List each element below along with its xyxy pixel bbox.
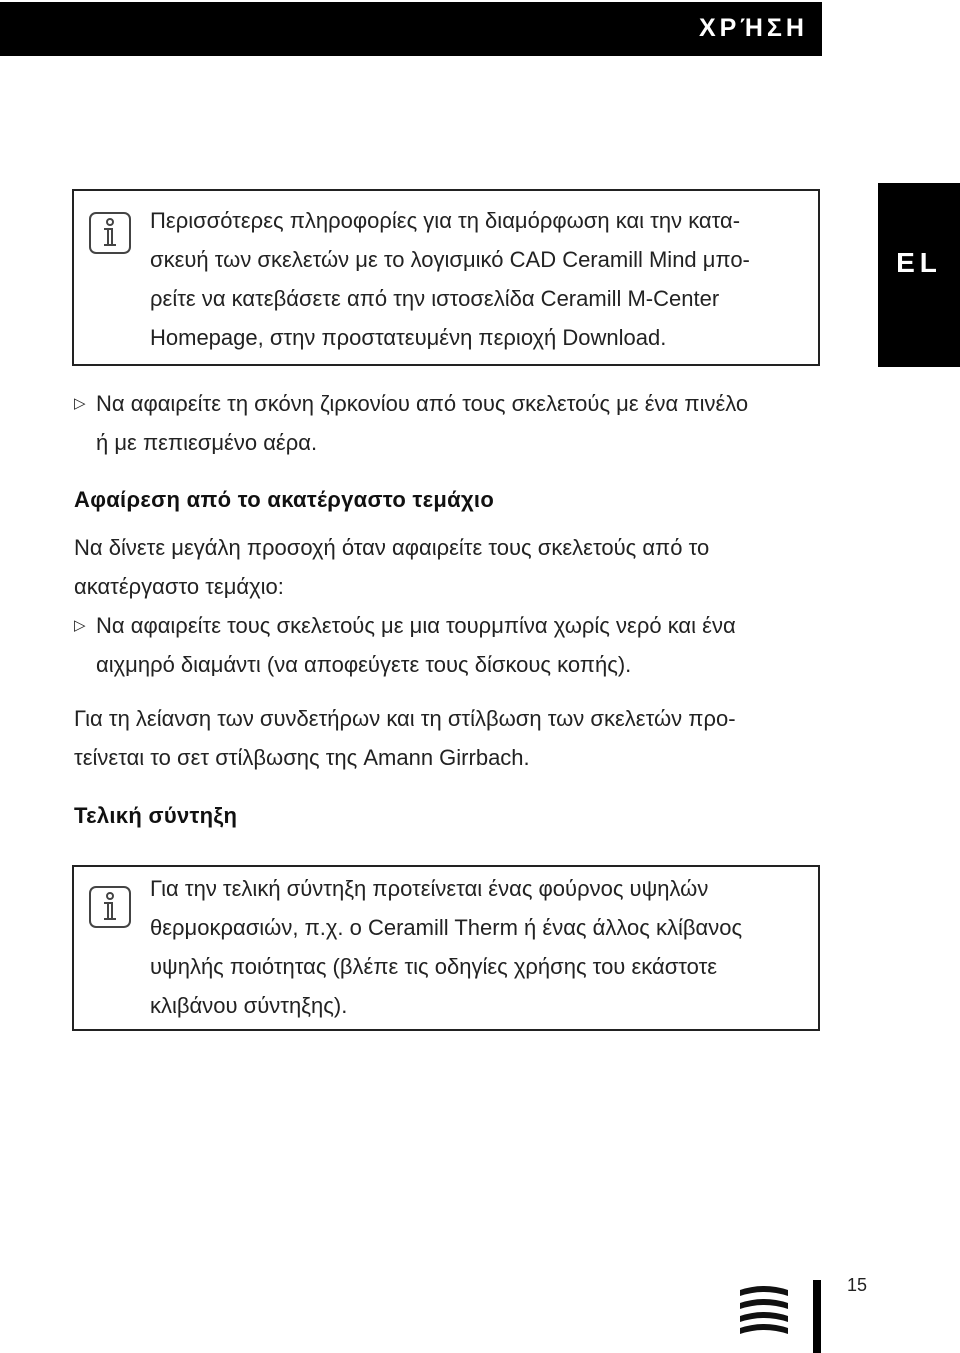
info-i-icon — [88, 211, 132, 255]
info-box-2-line: Για την τελική σύντηξη προτείνεται ένας φούρνος υψηλών — [150, 876, 709, 901]
language-tab — [878, 183, 960, 367]
section-1-paragraph — [74, 528, 820, 606]
info-box-1-line: ρείτε να κατεβάσετε από την ιστοσελίδα Ceramill M-Center — [150, 286, 720, 311]
info-box-2-line: θερμοκρασιών, π.χ. ο Ceramill Therm ή ένας άλλος κλίβανος — [150, 915, 743, 940]
paragraph-line: Να δίνετε μεγάλη προσοχή όταν αφαιρείτε τους σκελετούς από το — [74, 535, 710, 560]
triangle-bullet-icon: ▷ — [74, 617, 86, 634]
info-box-2-line: κλιβάνου σύντηξης). — [150, 993, 348, 1018]
paragraph-line: τείνεται το σετ στίλβωσης της Amann Girrbach. — [74, 745, 530, 770]
info-box-1-line: σκευή των σκελετών με το λογισμικό CAD Ceramill Mind μπο- — [150, 247, 750, 272]
info-box-1-line: Περισσότερες πληροφορίες για τη διαμόρφωση και την κατα- — [150, 208, 741, 233]
bullet-item-2 — [74, 606, 842, 684]
paragraph-line: Για τη λείανση των συνδετήρων και τη στίλβωση των σκελετών προ- — [74, 706, 736, 731]
bullet-2-line: Να αφαιρείτε τους σκελετούς με μια τουρμπίνα χωρίς νερό και ένα — [96, 613, 736, 638]
bullet-2-line: αιχμηρό διαμάντι (να αποφεύγετε τους δίσκους κοπής). — [96, 652, 632, 677]
page-number: 15 — [847, 1275, 868, 1295]
page-header-title: ΧΡΉΣΗ — [698, 14, 808, 42]
header-bar — [0, 2, 822, 56]
info-box-1-line: Homepage, στην προστατευμένη περιοχή Download. — [150, 325, 667, 350]
paragraph-line: ακατέργαστο τεμάχιο: — [74, 574, 284, 599]
bullet-1-line: Να αφαιρείτε τη σκόνη ζιρκονίου από τους σκελετούς με ένα πινέλο — [96, 391, 749, 416]
info-box-2-line: υψηλής ποιότητας (βλέπε τις οδηγίες χρήσης του εκάστοτε — [150, 954, 718, 979]
info-box-2 — [72, 865, 820, 1031]
triangle-bullet-icon: ▷ — [74, 395, 86, 412]
section-heading-final-sintering: Τελική σύντηξη — [74, 803, 238, 828]
amann-girrbach-logo-icon — [738, 1284, 790, 1334]
bullet-1-line: ή με πεπιεσμένο αέρα. — [96, 430, 318, 455]
info-box-1 — [72, 189, 820, 366]
language-tab-label: EL — [896, 247, 942, 278]
footer-divider — [813, 1280, 821, 1353]
section-1-paragraph-2 — [74, 699, 820, 777]
info-i-icon — [88, 885, 132, 929]
bullet-item-1 — [74, 384, 842, 462]
section-heading-removal: Αφαίρεση από το ακατέργαστο τεμάχιο — [74, 487, 495, 512]
